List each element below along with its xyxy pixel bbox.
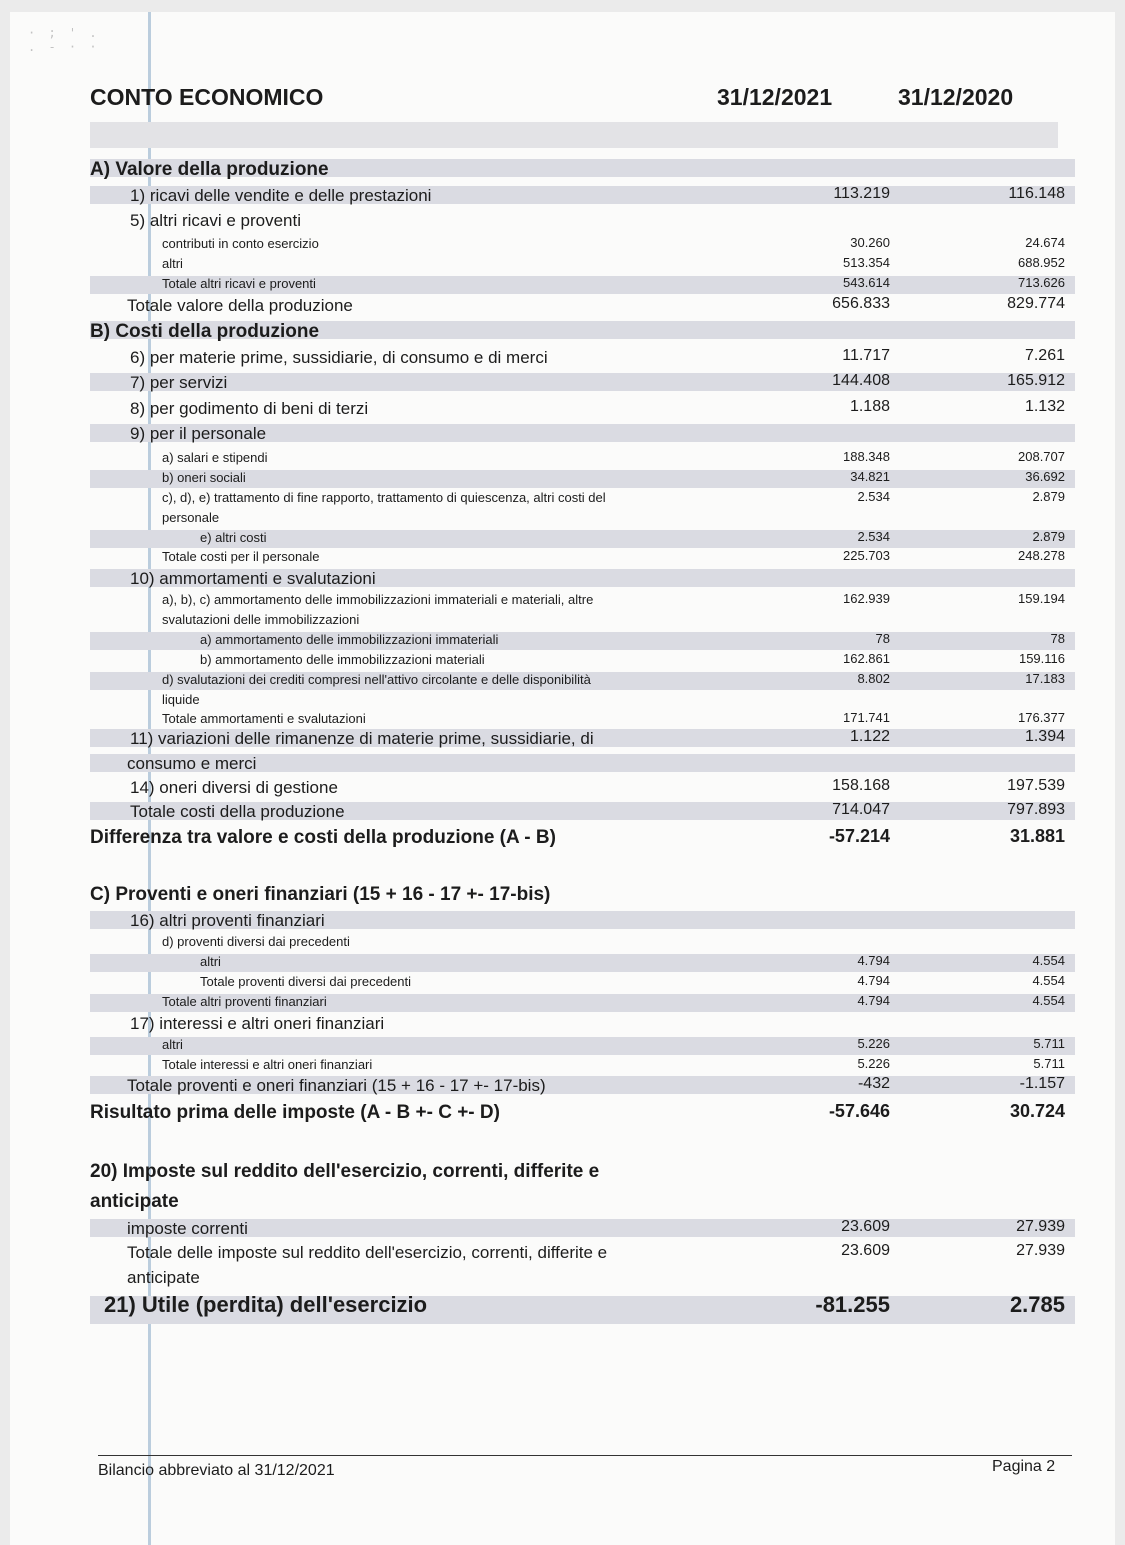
row-label: 20) Imposte sul reddito dell'esercizio, correnti, differite e: [90, 1161, 600, 1182]
value-2020: 159.194: [1018, 591, 1065, 606]
statement-row: [90, 952, 1075, 972]
row-label: svalutazioni delle immobilizzazioni: [162, 612, 360, 627]
statement-row: [90, 752, 1075, 772]
page-title: CONTO ECONOMICO: [90, 84, 324, 110]
value-2021: 11.717: [842, 347, 890, 364]
value-2021: -57.646: [828, 1101, 890, 1121]
statement-row: [90, 610, 1075, 630]
footer-left: Bilancio abbreviato al 31/12/2021: [98, 1462, 335, 1479]
statement-row: [90, 209, 1075, 229]
row-label: 21) Utile (perdita) dell'esercizio: [104, 1292, 428, 1317]
row-label: a) salari e stipendi: [162, 450, 268, 465]
row-label: Totale proventi diversi dai precedenti: [200, 974, 412, 989]
value-2021: 171.741: [843, 710, 890, 725]
row-label: anticipate: [90, 1191, 179, 1212]
row-label: b) oneri sociali: [162, 470, 246, 485]
statement-row: [90, 448, 1075, 468]
statement-row: [90, 234, 1075, 254]
row-label: Totale costi della produzione: [130, 802, 345, 821]
header-band: [90, 122, 1058, 148]
value-2021: 78: [875, 631, 890, 646]
value-2021: 714.047: [832, 801, 890, 818]
statement-row: [90, 825, 1075, 848]
row-label: 7) per servizi: [130, 373, 228, 392]
statement-row: [90, 909, 1075, 929]
value-2021: 543.614: [843, 275, 890, 290]
value-2020: 17.183: [1025, 671, 1065, 686]
value-2020: 5.711: [1033, 1036, 1065, 1051]
value-2020: 688.952: [1018, 255, 1065, 270]
row-label: 5) altri ricavi e proventi: [130, 211, 302, 230]
row-shading: [90, 954, 1075, 972]
row-label: Totale delle imposte sul reddito dell'esercizio, correnti, differite e: [127, 1243, 608, 1262]
value-2021: 4.794: [857, 953, 890, 968]
row-label: contributi in conto esercizio: [162, 236, 319, 251]
statement-row: [90, 882, 1075, 905]
value-2020: 1.394: [1024, 728, 1065, 745]
value-2021: 162.861: [843, 651, 890, 666]
value-2021: 23.609: [841, 1242, 890, 1259]
value-2021: 158.168: [832, 777, 890, 794]
statement-row: [90, 1055, 1075, 1075]
row-shading: [90, 373, 1075, 391]
row-label: d) svalutazioni dei crediti compresi nell'attivo circolante e delle disponibilità: [162, 672, 591, 687]
row-label: 16) altri proventi finanziari: [130, 911, 325, 930]
value-2021: 656.833: [832, 295, 890, 312]
statement-row: [90, 371, 1075, 391]
statement-row: [90, 709, 1075, 729]
value-2020: 4.554: [1032, 953, 1065, 968]
row-label: c), d), e) trattamento di fine rapporto, trattamento di quiescenza, altri costi del: [162, 490, 606, 505]
row-label: altri: [162, 256, 183, 271]
value-2020: 78: [1050, 631, 1065, 646]
value-2020: 713.626: [1018, 275, 1065, 290]
value-2021: 30.260: [850, 235, 890, 250]
statement-row: [90, 1266, 1075, 1286]
statement-row: [90, 727, 1075, 747]
value-2021: 5.226: [857, 1036, 890, 1051]
statement-row: [90, 800, 1075, 820]
value-2020: 31.881: [1009, 826, 1065, 846]
statement-row: [90, 690, 1075, 710]
column-header-2020: 31/12/2020: [898, 84, 1014, 110]
row-label: 17) interessi e altri oneri finanziari: [130, 1014, 385, 1033]
row-label: 14) oneri diversi di gestione: [130, 778, 338, 797]
value-2021: -81.255: [815, 1292, 890, 1317]
row-label: Totale interessi e altri oneri finanziari: [162, 1057, 373, 1072]
value-2020: -1.157: [1019, 1075, 1065, 1092]
value-2021: 34.821: [850, 469, 890, 484]
document-page: [10, 12, 1115, 1545]
row-label: 10) ammortamenti e svalutazioni: [130, 569, 376, 588]
value-2020: 829.774: [1007, 295, 1065, 312]
footer-rule: [98, 1455, 1072, 1456]
value-2020: 2.785: [1009, 1292, 1065, 1317]
value-2020: 197.539: [1007, 777, 1065, 794]
value-2020: 116.148: [1008, 185, 1065, 202]
row-label: Totale proventi e oneri finanziari (15 + 16 - 17 +- 17-bis): [127, 1076, 546, 1095]
row-label: Totale costi per il personale: [162, 549, 320, 564]
statement-row: [90, 972, 1075, 992]
value-2020: 1.132: [1024, 398, 1065, 415]
statement-row: [90, 670, 1075, 690]
value-2020: 36.692: [1025, 469, 1065, 484]
statement-row: [90, 468, 1075, 488]
statement-row: [90, 1074, 1075, 1094]
value-2021: -432: [857, 1075, 890, 1092]
statement-row: [90, 1294, 1075, 1324]
value-2020: 27.939: [1016, 1218, 1065, 1235]
value-2020: 248.278: [1018, 548, 1065, 563]
statement-row: [90, 1217, 1075, 1237]
statement-row: [90, 488, 1075, 508]
value-2021: 162.939: [843, 591, 890, 606]
value-2021: -57.214: [828, 826, 890, 846]
row-label: altri: [162, 1037, 183, 1052]
row-label: e) altri costi: [200, 530, 267, 545]
row-label: imposte correnti: [127, 1219, 248, 1238]
value-2021: 2.534: [857, 529, 890, 544]
statement-row: [90, 650, 1075, 670]
value-2020: 2.879: [1032, 489, 1065, 504]
row-label: C) Proventi e oneri finanziari (15 + 16 - 17 +- 17-bis): [90, 884, 551, 905]
value-2021: 144.408: [832, 372, 890, 389]
row-label: Totale altri ricavi e proventi: [162, 276, 316, 291]
value-2020: 159.116: [1018, 651, 1065, 666]
statement-row: [90, 932, 1075, 952]
row-label: d) proventi diversi dai precedenti: [162, 934, 350, 949]
statement-row: [90, 992, 1075, 1012]
row-shading: [90, 1037, 1075, 1055]
statement-row: [90, 319, 1075, 342]
row-label: anticipate: [127, 1268, 200, 1287]
statement-row: [90, 508, 1075, 528]
row-label: 6) per materie prime, sussidiarie, di consumo e di merci: [130, 348, 548, 367]
statement-row: [90, 397, 1075, 417]
row-label: Risultato prima delle imposte (A - B +- C +- D): [90, 1102, 500, 1123]
statement-row: [90, 157, 1075, 180]
value-2021: 23.609: [841, 1218, 890, 1235]
row-label: Totale valore della produzione: [127, 296, 353, 315]
value-2021: 1.188: [849, 398, 890, 415]
value-2021: 4.794: [857, 993, 890, 1008]
value-2020: 27.939: [1016, 1242, 1065, 1259]
value-2021: 225.703: [843, 548, 890, 563]
row-label: consumo e merci: [127, 754, 257, 773]
value-2021: 4.794: [857, 973, 890, 988]
value-2020: 30.724: [1009, 1101, 1065, 1121]
statement-row: [90, 1189, 1075, 1212]
row-label: B) Costi della produzione: [90, 321, 320, 342]
row-label: liquide: [162, 692, 200, 707]
statement-row: [90, 346, 1075, 366]
statement-row: [90, 422, 1075, 442]
value-2020: 7.261: [1024, 347, 1065, 364]
row-label: Totale ammortamenti e svalutazioni: [162, 711, 366, 726]
row-label: 11) variazioni delle rimanenze di materie prime, sussidiarie, di: [130, 729, 594, 748]
row-label: A) Valore della produzione: [90, 159, 329, 180]
value-2020: 208.707: [1018, 449, 1065, 464]
statement-row: [90, 528, 1075, 548]
value-2020: 4.554: [1032, 993, 1065, 1008]
value-2021: 8.802: [857, 671, 890, 686]
row-label: b) ammortamento delle immobilizzazioni materiali: [200, 652, 485, 667]
row-label: altri: [200, 954, 221, 969]
statement-row: [90, 294, 1075, 314]
statement-row: [90, 1012, 1075, 1032]
statement-row: [90, 590, 1075, 610]
value-2020: 5.711: [1033, 1056, 1065, 1071]
value-2020: 165.912: [1007, 372, 1065, 389]
page-number: Pagina 2: [992, 1458, 1056, 1475]
statement-row: [90, 184, 1075, 204]
row-label: a) ammortamento delle immobilizzazioni immateriali: [200, 632, 499, 647]
statement-row: [90, 630, 1075, 650]
statement-row: [90, 1241, 1075, 1261]
row-label: 8) per godimento di beni di terzi: [130, 399, 369, 418]
value-2021: 1.122: [849, 728, 890, 745]
value-2020: 24.674: [1025, 235, 1065, 250]
value-2021: 2.534: [857, 489, 890, 504]
row-label: 1) ricavi delle vendite e delle prestazioni: [130, 186, 432, 205]
statement-row: [90, 1159, 1075, 1182]
value-2021: 5.226: [857, 1056, 890, 1071]
value-2021: 513.354: [843, 255, 890, 270]
row-label: a), b), c) ammortamento delle immobilizzazioni immateriali e materiali, altre: [162, 592, 594, 607]
statement-row: [90, 274, 1075, 294]
row-label: Totale altri proventi finanziari: [162, 994, 327, 1009]
statement-row: [90, 254, 1075, 274]
statement-row: [90, 776, 1075, 796]
scan-specks: · ; ' . . - · ·: [28, 26, 100, 54]
value-2020: 797.893: [1007, 801, 1065, 818]
row-label: personale: [162, 510, 220, 525]
statement-row: [90, 567, 1075, 587]
value-2021: 113.219: [833, 185, 890, 202]
value-2020: 2.879: [1032, 529, 1065, 544]
value-2020: 176.377: [1018, 710, 1065, 725]
value-2020: 4.554: [1032, 973, 1065, 988]
row-label: 9) per il personale: [130, 424, 267, 443]
statement-row: [90, 1035, 1075, 1055]
column-header-2021: 31/12/2021: [717, 84, 833, 110]
statement-row: [90, 547, 1075, 567]
value-2021: 188.348: [843, 449, 890, 464]
statement-row: [90, 1100, 1075, 1123]
row-label: Differenza tra valore e costi della produzione (A - B): [90, 827, 556, 848]
